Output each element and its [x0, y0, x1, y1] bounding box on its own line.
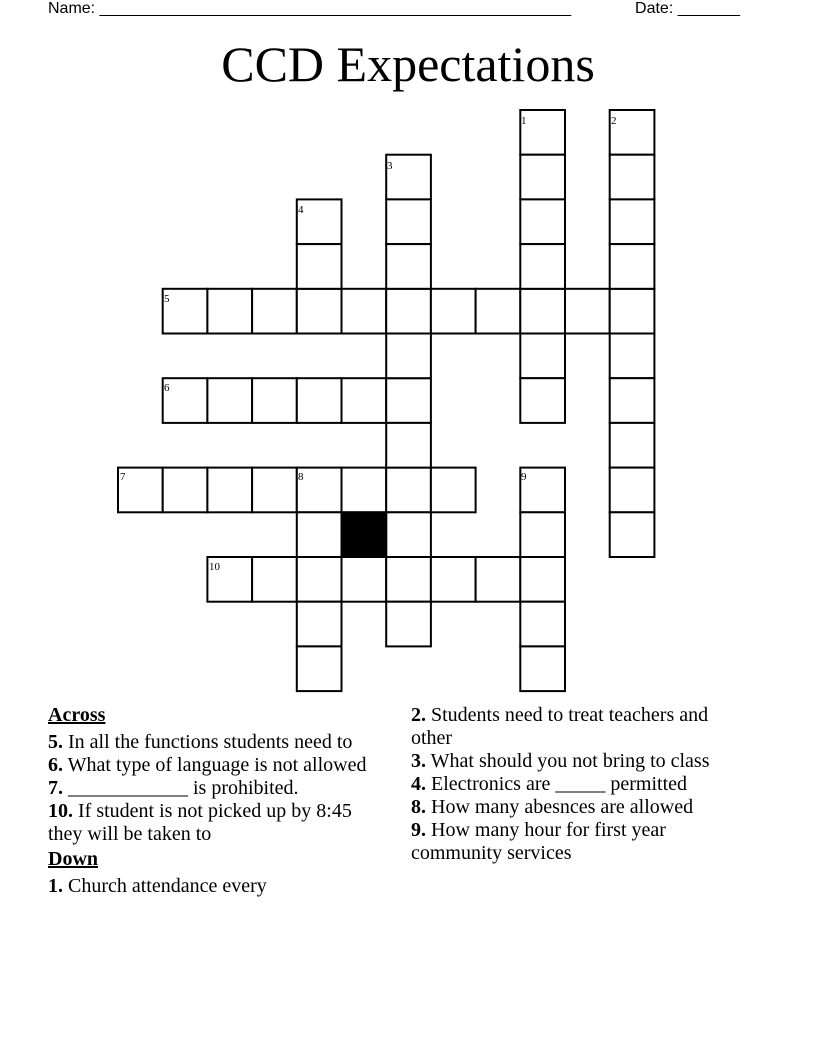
grid-cell[interactable]	[476, 289, 521, 334]
grid-cell[interactable]	[342, 557, 387, 602]
grid-cell[interactable]	[431, 468, 476, 513]
clue-across-10: 10. If student is not picked up by 8:45 they will be taken to	[48, 800, 352, 845]
grid-cell[interactable]	[386, 378, 431, 423]
grid-number-6: 6	[164, 382, 170, 394]
grid-cell[interactable]	[342, 468, 387, 513]
grid-cell[interactable]	[297, 289, 342, 334]
grid-cell[interactable]	[520, 646, 565, 691]
grid-cell[interactable]	[207, 378, 252, 423]
grid-cell[interactable]	[252, 289, 297, 334]
grid-cell[interactable]	[252, 468, 297, 513]
clues-right-column	[411, 704, 751, 865]
grid-cell[interactable]	[610, 468, 655, 513]
grid-cell[interactable]	[386, 557, 431, 602]
down-heading: Down	[48, 848, 99, 870]
grid-cell[interactable]	[207, 468, 252, 513]
grid-cell[interactable]	[565, 289, 610, 334]
grid-cell[interactable]	[520, 468, 565, 513]
grid-cell[interactable]	[342, 289, 387, 334]
grid-number-5: 5	[164, 293, 170, 305]
grid-black-cell	[342, 512, 387, 557]
grid-cell[interactable]	[610, 289, 655, 334]
grid-number-7: 7	[120, 471, 126, 483]
grid-cell[interactable]	[297, 557, 342, 602]
grid-cell[interactable]	[520, 334, 565, 379]
grid-cell[interactable]	[342, 378, 387, 423]
grid-cell[interactable]	[610, 155, 655, 200]
grid-cell[interactable]	[520, 557, 565, 602]
grid-cell[interactable]	[520, 512, 565, 557]
grid-cell[interactable]	[520, 244, 565, 289]
across-heading: Across	[48, 704, 106, 726]
grid-cell[interactable]	[520, 155, 565, 200]
grid-cell[interactable]	[207, 289, 252, 334]
grid-cell[interactable]	[386, 199, 431, 244]
grid-cell[interactable]	[431, 289, 476, 334]
grid-number-9: 9	[521, 471, 527, 483]
grid-cell[interactable]	[520, 602, 565, 647]
grid-cell[interactable]	[431, 557, 476, 602]
grid-cell[interactable]	[610, 378, 655, 423]
grid-cell[interactable]	[163, 468, 208, 513]
grid-cell[interactable]	[386, 155, 431, 200]
grid-cell[interactable]	[610, 199, 655, 244]
name-field-label[interactable]: Name: _____________________________________________________	[48, 0, 572, 17]
clue-down-8: 8. How many abesnces are allowed	[411, 796, 694, 818]
grid-cell[interactable]	[386, 289, 431, 334]
grid-cell[interactable]	[386, 468, 431, 513]
grid-cell[interactable]	[252, 378, 297, 423]
grid-cell[interactable]	[520, 199, 565, 244]
grid-cell[interactable]	[520, 289, 565, 334]
grid-cell[interactable]	[610, 334, 655, 379]
grid-number-10: 10	[209, 561, 220, 573]
grid-cell[interactable]	[610, 512, 655, 557]
grid-cell[interactable]	[386, 602, 431, 647]
grid-number-8: 8	[298, 471, 304, 483]
page-title: CCD Expectations	[221, 36, 595, 92]
grid-cell[interactable]	[520, 378, 565, 423]
grid-cell[interactable]	[297, 602, 342, 647]
grid-cell[interactable]	[297, 378, 342, 423]
grid-cell[interactable]	[476, 557, 521, 602]
clue-down-2: 2. Students need to treat teachers and other	[411, 704, 709, 749]
clue-across-7: 7. ____________ is prohibited.	[48, 777, 299, 799]
clue-down-9: 9. How many hour for first year community services	[411, 819, 666, 864]
grid-number-3: 3	[387, 160, 393, 172]
clue-across-6: 6. What type of language is not allowed	[48, 754, 367, 776]
clue-across-5: 5. In all the functions students need to	[48, 731, 353, 753]
grid-cell[interactable]	[610, 423, 655, 468]
grid-cell[interactable]	[386, 512, 431, 557]
grid-cell[interactable]	[297, 512, 342, 557]
clue-down-1: 1. Church attendance every	[48, 875, 267, 897]
clue-down-4: 4. Electronics are _____ permitted	[411, 773, 688, 795]
grid-cell[interactable]	[252, 557, 297, 602]
grid-cell[interactable]	[297, 199, 342, 244]
grid-cell[interactable]	[297, 646, 342, 691]
grid-number-4: 4	[298, 204, 304, 216]
clues-left-column	[48, 704, 368, 898]
grid-cell[interactable]	[386, 423, 431, 468]
grid-cell[interactable]	[520, 110, 565, 155]
grid-cell[interactable]	[386, 244, 431, 289]
grid-cell[interactable]	[386, 334, 431, 379]
grid-cell[interactable]	[610, 244, 655, 289]
date-field-label[interactable]: Date: _______	[635, 0, 740, 17]
clue-down-3: 3. What should you not bring to class	[411, 750, 710, 772]
grid-number-1: 1	[521, 115, 527, 127]
grid-number-2: 2	[611, 115, 617, 127]
grid-cell[interactable]	[297, 468, 342, 513]
grid-cell[interactable]	[297, 244, 342, 289]
